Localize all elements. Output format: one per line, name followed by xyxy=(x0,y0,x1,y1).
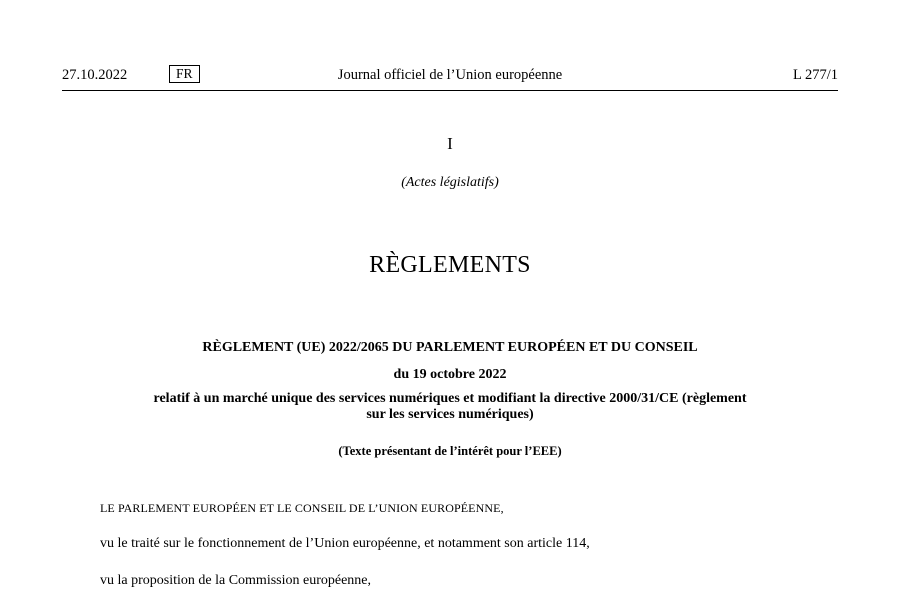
journal-title: Journal officiel de l’Union européenne xyxy=(337,67,563,83)
regulation-subject xyxy=(130,391,770,423)
page-reference: L 277/1 xyxy=(793,67,838,83)
regulation-subject-line-2: sur les services numériques) xyxy=(366,407,534,422)
preamble: LE PARLEMENT EUROPÉEN ET LE CONSEIL DE L’UNION EUROPÉENNE, xyxy=(100,501,504,515)
publication-date: 27.10.2022 xyxy=(62,67,128,83)
page-header xyxy=(62,64,838,91)
part-number: I xyxy=(447,134,453,153)
eee-relevance-note: (Texte présentant de l’intérêt pour l’EEE) xyxy=(338,444,562,458)
section-heading: RÈGLEMENTS xyxy=(369,252,531,278)
regulation-date: du 19 octobre 2022 xyxy=(393,367,507,382)
recital: vu le traité sur le fonctionnement de l’Union européenne, et notamment son article 114, xyxy=(100,536,590,551)
language-badge: FR xyxy=(169,65,200,83)
regulation-title: RÈGLEMENT (UE) 2022/2065 DU PARLEMENT EUROPÉEN ET DU CONSEIL xyxy=(202,340,698,355)
recital: vu la proposition de la Commission européenne, xyxy=(100,573,372,588)
regulation-subject-line-1: relatif à un marché unique des services numériques et modifiant la directive 2000/31/CE (règlement xyxy=(153,391,747,406)
acts-label: (Actes législatifs) xyxy=(401,175,499,190)
